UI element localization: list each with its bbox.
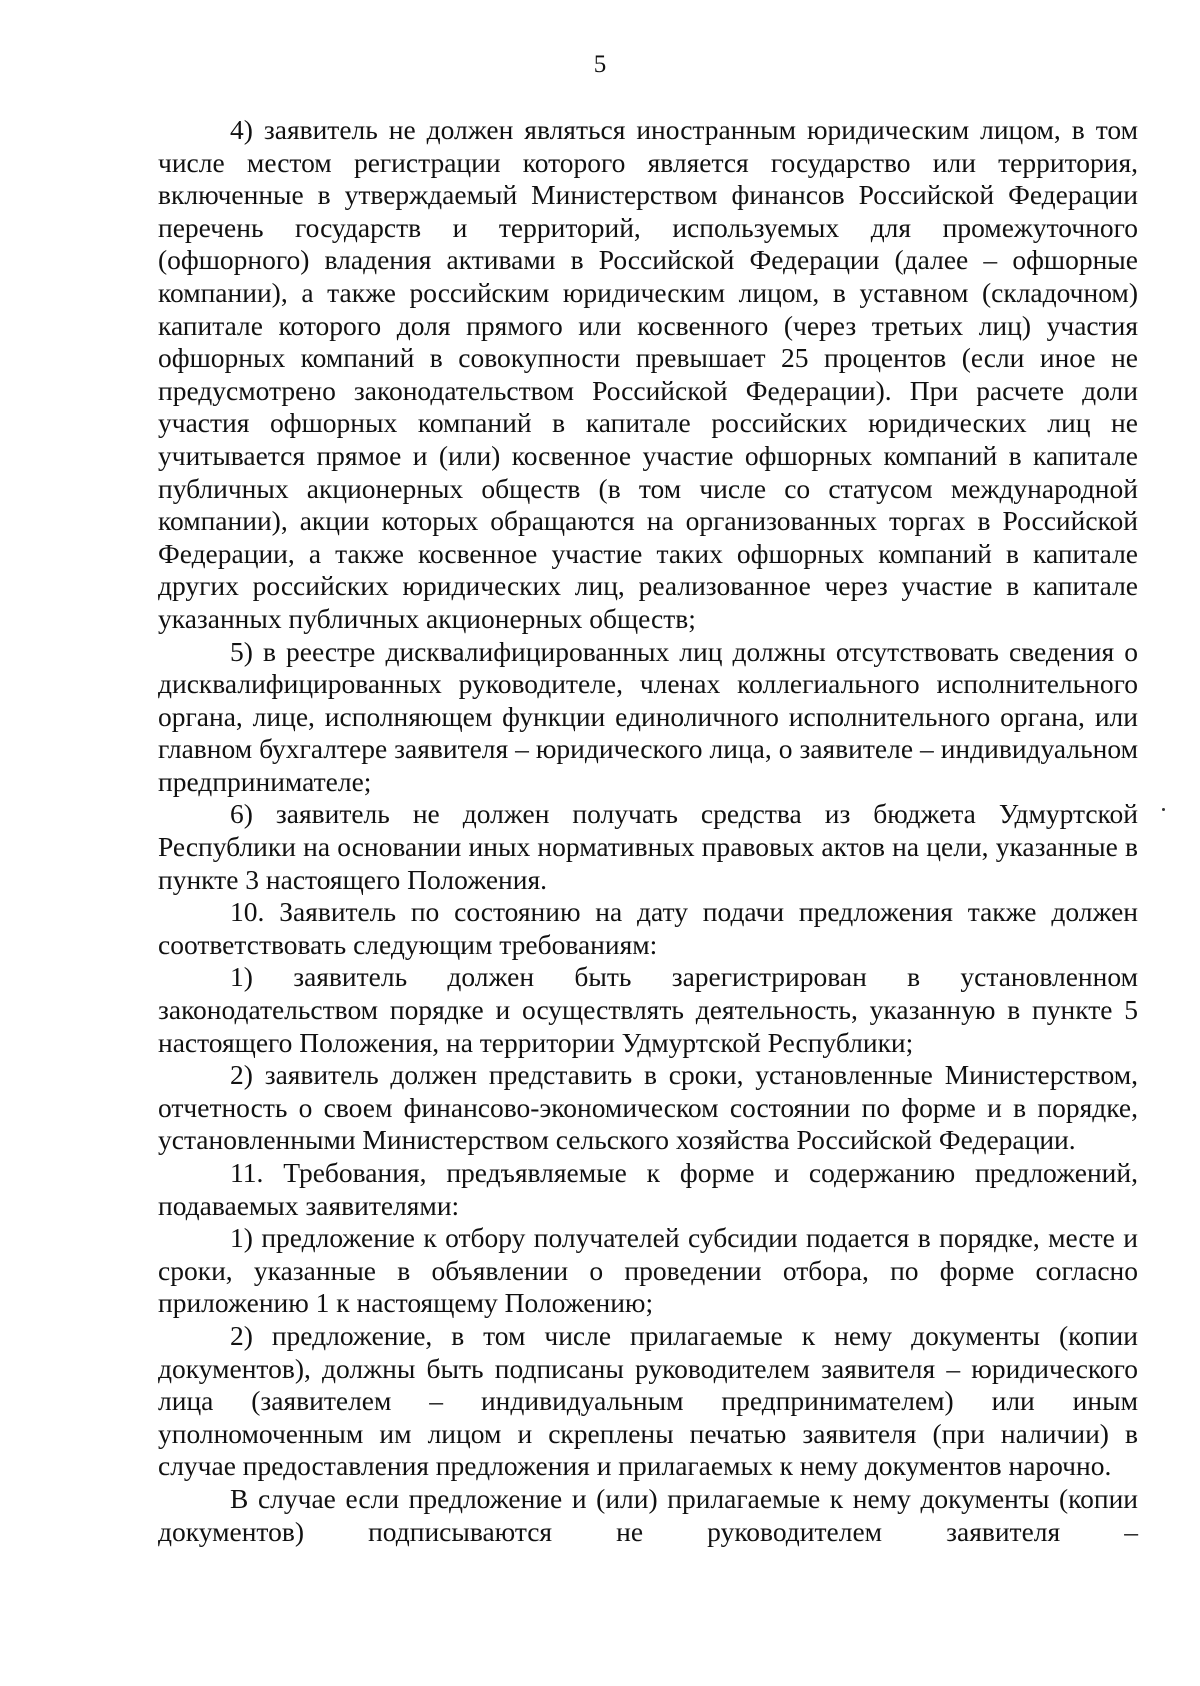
scan-artifact-dot — [1162, 808, 1165, 811]
paragraph-item-5-disqualified-register: 5) в реестре дисквалифицированных лиц должны отсутствовать сведения о дисквалифицированных руководителе, членах коллегиального исполнительного органа, лице, исполняющем функции единоличного исполнительного органа, или главном бухгалтере заявителя – юридического лица, о заявителе – индивидуальном предпринимателе; — [158, 635, 1138, 797]
page-number: 5 — [593, 51, 607, 78]
paragraph-clause-11: 11. Требования, предъявляемые к форме и содержанию предложений, подаваемых заявителями: — [158, 1157, 1138, 1221]
paragraph-clause-10: 10. Заявитель по состоянию на дату подачи предложения также должен соответствовать следующим требованиям: — [158, 896, 1138, 960]
paragraph-clause-10-item-2: 2) заявитель должен представить в сроки, установленные Министерством, отчетность о своем финансово-экономическом состоянии по форме и в порядке, установленными Министерством сельского хозяйства Российской Федерации. — [158, 1059, 1138, 1156]
document-body — [158, 114, 1138, 1548]
paragraph-signature-case: В случае если предложение и (или) прилагаемые к нему документы (копии документов) подписываются не руководителем заявителя – — [158, 1482, 1138, 1547]
paragraph-clause-11-item-2: 2) предложение, в том числе прилагаемые к нему документы (копии документов), должны быть подписаны руководителем заявителя – юридического лица (заявителем – индивидуальным предпринимателем) или иным уполномоченным им лицом и скреплены печатью заявителя (при наличии) в случае предоставления предложения и прилагаемых к нему документов нарочно. — [158, 1319, 1138, 1482]
paragraph-item-4-offshore: 4) заявитель не должен являться иностранным юридическим лицом, в том числе местом регистрации которого является государство или территория, включенные в утверждаемый Министерством финансов Российской Федерации перечень государств и территорий, используемых для промежуточного (офшорного) владения активами в Российской Федерации (далее – офшорные компании), а также российским юридическим лицом, в уставном (складочном) капитале которого доля прямого или косвенного (через третьих лиц) участия офшорных компаний в совокупности превышает 25 процентов (если иное не предусмотрено законодательством Российской Федерации). При расчете доли участия офшорных компаний в капитале российских юридических лиц не учитывается прямое и (или) косвенное участие офшорных компаний в капитале публичных акционерных обществ (в том числе со статусом международной компании), акции которых обращаются на организованных торгах в Российской Федерации, а также косвенное участие таких офшорных компаний в капитале других российских юридических лиц, реализованное через участие в капитале указанных публичных акционерных обществ; — [158, 114, 1138, 634]
paragraph-item-6-budget-funds: 6) заявитель не должен получать средства из бюджета Удмуртской Республики на основании иных нормативных правовых актов на цели, указанные в пункте 3 настоящего Положения. — [158, 798, 1138, 895]
paragraph-clause-11-item-1: 1) предложение к отбору получателей субсидии подается в порядке, месте и сроки, указанные в объявлении о проведении отбора, по форме согласно приложению 1 к настоящему Положению; — [158, 1222, 1138, 1319]
paragraph-clause-10-item-1: 1) заявитель должен быть зарегистрирован в установленном законодательством порядке и осуществлять деятельность, указанную в пункте 5 настоящего Положения, на территории Удмуртской Республики; — [158, 961, 1138, 1058]
